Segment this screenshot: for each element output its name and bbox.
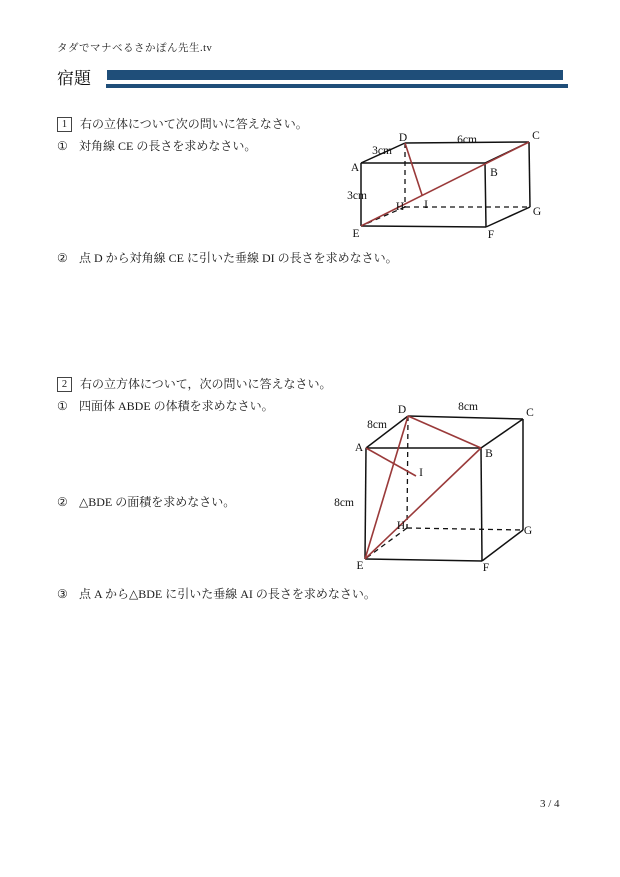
edge-DC [408,416,523,419]
title-bar-thick [107,70,563,80]
question-text: 点 A から△BDE に引いた垂線 AI の長さを求めなさい。 [79,587,376,601]
edge-GF [482,530,523,561]
figure-cube [330,398,580,580]
question-marker: ① [57,399,68,413]
problem-1-question-2 [57,251,398,265]
problem-1-number-box: 1 [57,117,72,132]
vertex-label-A: A [350,162,360,174]
figure-rectangular-prism [340,125,565,245]
vertex-label-C: C [526,407,534,419]
vertex-label-C: C [532,130,540,142]
problem-2-question-1 [57,399,274,413]
page-number: 3 / 4 [540,798,560,810]
title-bar-thin [106,84,568,88]
problem-1-heading [57,117,308,132]
question-marker: ③ [57,587,68,601]
page-title: 宿題 [57,69,91,88]
hidden-edge-HG [407,528,523,530]
vertex-label-F: F [487,229,495,241]
question-marker: ② [57,251,68,265]
vertex-label-F: F [482,562,490,574]
problem-2-number-box: 2 [57,377,72,392]
edge-EF [365,559,482,561]
edge-AE [365,448,366,559]
vertex-label-E: E [356,560,364,572]
edge-CB [481,419,523,448]
question-text: 四面体 ABDE の体積を求めなさい。 [79,399,274,413]
vertex-label-G: G [523,525,533,537]
dimension-label-top: 6cm [457,134,477,146]
question-marker: ② [57,495,68,509]
question-text: 点 D から対角線 CE に引いた垂線 DI の長さを求めなさい。 [79,251,398,265]
dimension-label-depth: 8cm [367,419,387,431]
vertex-label-D: D [397,404,407,416]
vertex-label-H: H [395,201,405,213]
vertex-label-I: I [424,199,428,211]
vertex-label-A: A [354,442,364,454]
question-text: △BDE の面積を求めなさい。 [79,495,236,509]
edge-CG [529,142,530,207]
problem-2-question-2 [57,495,235,509]
vertex-label-B: B [490,167,498,179]
vertex-label-G: G [532,206,542,218]
dimension-label-height: 3cm [347,190,367,202]
vertex-label-B: B [485,448,493,460]
site-name: タダでマナベるさかぽん先生.tv [57,43,213,54]
vertex-label-H: H [396,520,406,532]
vertex-label-E: E [352,228,360,240]
problem-2-statement: 右の立方体について，次の問いに答えなさい。 [80,377,332,391]
edge-BF [485,163,486,227]
dimension-label-height: 8cm [334,497,354,509]
problem-1-question-1 [57,139,256,153]
problem-2-heading [57,377,332,392]
vertex-label-I: I [419,467,423,479]
edge-EF [361,226,486,227]
problem-2-question-3 [57,587,376,601]
dimension-label-depth: 3cm [372,145,392,157]
question-marker: ① [57,139,68,153]
vertex-label-D: D [398,132,408,144]
edge-GF [486,207,530,227]
hidden-edge-HE [365,528,407,559]
edge-BF [481,448,482,561]
perpendicular-DI-line [405,143,422,195]
question-text: 対角線 CE の長さを求めなさい。 [79,139,257,153]
dimension-label-top: 8cm [458,401,478,413]
diagonal-DB-line [408,416,481,448]
problem-1-statement: 右の立体について次の問いに答えなさい。 [80,117,308,131]
